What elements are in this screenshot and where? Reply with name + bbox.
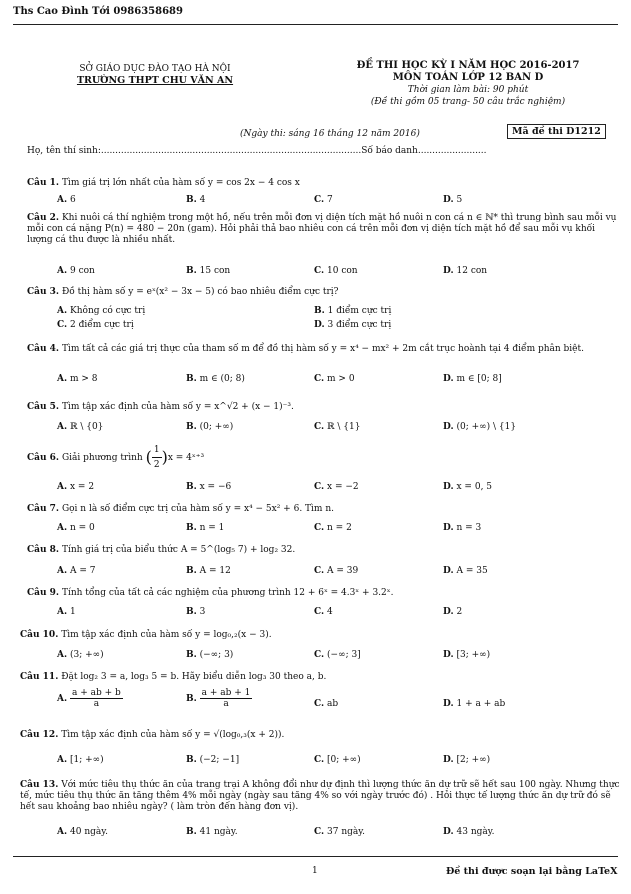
question-text: Tìm tất cả các giá trị thực của tham số m để đồ thị hàm số y = x⁴ − mx² + 2m cắt trục hoành tại 4 điểm phân biệt. bbox=[61, 344, 584, 354]
question-label: Câu 8. bbox=[27, 545, 60, 555]
option-a: A. ℝ \ {0} bbox=[57, 422, 104, 432]
option-a: A. A = 7 bbox=[57, 566, 96, 576]
question-9 bbox=[27, 588, 620, 599]
option-c: C. (−∞; 3] bbox=[314, 650, 361, 660]
footer-note: Đề thi được soạn lại bằng LaTeX bbox=[446, 866, 618, 877]
option-c: C. 4 bbox=[314, 607, 333, 617]
question-text: Tìm tập xác định của hàm số y = x^√2 + (x − 1)⁻³. bbox=[61, 402, 294, 412]
question-3 bbox=[27, 287, 620, 298]
option-d: D. 3 điểm cực trị bbox=[314, 320, 392, 330]
option-b: B. (−∞; 3) bbox=[186, 650, 234, 660]
option-d: D. 5 bbox=[443, 195, 463, 205]
question-6: Câu 6. Giải phương trình ( $\frac{1}{2}$ )x = 4ˣ⁺³ bbox=[27, 445, 205, 470]
fraction: $\frac{1}{2}$ bbox=[153, 445, 160, 470]
exam-pages-info: (Đề thi gồm 05 trang- 50 câu trắc nghiệm) bbox=[370, 97, 566, 107]
option-a: A. n = 0 bbox=[57, 523, 95, 533]
option-b: B. 41 ngày. bbox=[186, 827, 238, 837]
question-label: Câu 6. bbox=[27, 453, 60, 463]
question-2 bbox=[27, 213, 620, 246]
option-b: B. 15 con bbox=[186, 266, 231, 276]
exam-duration: Thời gian làm bài: 90 phút bbox=[407, 85, 529, 95]
question-11 bbox=[20, 672, 613, 683]
question-4 bbox=[27, 344, 620, 355]
option-b: B. m ∈ (0; 8) bbox=[186, 374, 245, 384]
question-text: Giải phương trình bbox=[61, 453, 143, 463]
option-a: A. (3; +∞) bbox=[57, 650, 104, 660]
question-text: Khi nuôi cá thí nghiệm trong một hồ, nếu trên mỗi đơn vị diện tích mặt hồ nuôi n con cá n ∈ ℕ* thì trung bình sau mỗi vụ mỗi con cá nặng P(n) = 480 − 20n (gam). Hỏi phải thả bao nhiêu con cá trên mỗi đơn vị diện tích mặt hồ để sau mỗi vụ khối lượng cá thu được là nhiều nhất. bbox=[27, 213, 617, 245]
top-divider bbox=[13, 24, 618, 25]
question-10 bbox=[20, 630, 613, 641]
option-c: C. 10 con bbox=[314, 266, 358, 276]
page-number: 1 bbox=[312, 866, 318, 876]
option-c: C. [0; +∞) bbox=[314, 755, 361, 765]
option-d: D. [3; +∞) bbox=[443, 650, 491, 660]
question-text: Tìm giá trị lớn nhất của hàm số y = cos 2x − 4 cos x bbox=[61, 178, 300, 188]
option-a: A. $\frac{a + ab + b}{a}$ bbox=[57, 688, 121, 709]
bottom-divider bbox=[13, 856, 618, 857]
exam-subject: MÔN TOÁN LỚP 12 BAN D bbox=[392, 72, 544, 83]
fraction: $\frac{a + ab + b}{a}$ bbox=[72, 688, 121, 709]
option-b: B. 3 bbox=[186, 607, 206, 617]
option-a: A. 6 bbox=[57, 195, 76, 205]
test-date: (Ngày thi: sáng 16 tháng 12 năm 2016) bbox=[240, 129, 420, 139]
option-d: D. A = 35 bbox=[443, 566, 488, 576]
option-b: B. (0; +∞) bbox=[186, 422, 234, 432]
question-7 bbox=[27, 504, 620, 515]
question-8 bbox=[27, 545, 620, 556]
option-d: D. 43 ngày. bbox=[443, 827, 495, 837]
exam-title: ĐỀ THI HỌC KỲ I NĂM HỌC 2016-2017 bbox=[356, 60, 580, 71]
option-a: A. [1; +∞) bbox=[57, 755, 104, 765]
option-d: D. m ∈ [0; 8] bbox=[443, 374, 502, 384]
option-d: D. [2; +∞) bbox=[443, 755, 491, 765]
option-a: A. Không có cực trị bbox=[57, 306, 146, 316]
question-label: Câu 1. bbox=[27, 178, 60, 188]
question-text: Đặt log₂ 3 = a, log₃ 5 = b. Hãy biểu diễn log₃ 30 theo a, b. bbox=[61, 672, 327, 682]
option-c: C. A = 39 bbox=[314, 566, 359, 576]
option-b: B. (−2; −1] bbox=[186, 755, 240, 765]
option-c: C. n = 2 bbox=[314, 523, 352, 533]
question-text: Tìm tập xác định của hàm số y = √(log₀,₃(x + 2)). bbox=[61, 730, 285, 740]
question-13 bbox=[20, 780, 620, 813]
question-text: Tính tổng của tất cả các nghiệm của phương trình 12 + 6ˣ = 4.3ˣ + 3.2ˣ. bbox=[61, 588, 394, 598]
option-d: D. 2 bbox=[443, 607, 463, 617]
question-label: Câu 5. bbox=[27, 402, 60, 412]
question-text: Gọi n là số điểm cực trị của hàm số y = x⁴ − 5x² + 6. Tìm n. bbox=[61, 504, 334, 514]
question-label: Câu 11. bbox=[20, 672, 59, 682]
option-d: D. 1 + a + ab bbox=[443, 699, 506, 709]
question-text: Với mức tiêu thụ thức ăn của trang trại A không đổi như dự định thì lượng thức ăn dự trữ sẽ hết sau 100 ngày. Nhưng thực tế, mức tiêu thụ thức ăn tăng thêm 4% mỗi ngày (ngày sau tăng 4% so với ngày trước đó) . Hỏi thực tế lượng thức ăn dự trữ đó sẽ hết sau khoảng bao nhiêu ngày? ( làm tròn đến hàng đơn vị). bbox=[20, 780, 620, 812]
school-name: TRƯỜNG THPT CHU VĂN AN bbox=[76, 75, 234, 86]
question-label: Câu 2. bbox=[27, 213, 60, 223]
option-b: B. 1 điểm cực trị bbox=[314, 306, 392, 316]
option-d: D. n = 3 bbox=[443, 523, 482, 533]
question-label: Câu 3. bbox=[27, 287, 60, 297]
option-c: C. 7 bbox=[314, 195, 333, 205]
option-b: B. $\frac{a + ab + 1}{a}$ bbox=[186, 688, 251, 709]
option-b: B. A = 12 bbox=[186, 566, 231, 576]
option-c: C. 2 điểm cực trị bbox=[57, 320, 134, 330]
question-label: Câu 12. bbox=[20, 730, 59, 740]
question-1 bbox=[27, 178, 620, 189]
question-5 bbox=[27, 402, 620, 413]
option-c: C. m > 0 bbox=[314, 374, 355, 384]
option-b: B. 4 bbox=[186, 195, 206, 205]
option-a: A. 9 con bbox=[57, 266, 95, 276]
option-c: C. ab bbox=[314, 699, 339, 709]
option-c: C. x = −2 bbox=[314, 482, 359, 492]
option-d: D. x = 0, 5 bbox=[443, 482, 493, 492]
option-a: A. x = 2 bbox=[57, 482, 95, 492]
option-a: A. 1 bbox=[57, 607, 76, 617]
question-text: Tính giá trị của biểu thức A = 5^(log₅ 7) + log₂ 32. bbox=[61, 545, 296, 555]
question-text-post: x = 4ˣ⁺³ bbox=[167, 453, 205, 463]
exam-code-box: Mã đề thi D1212 bbox=[507, 124, 606, 139]
department: SỞ GIÁO DỤC ĐÀO TẠO HÀ NỘI bbox=[79, 64, 231, 74]
question-label: Câu 4. bbox=[27, 344, 60, 354]
question-label: Câu 9. bbox=[27, 588, 60, 598]
question-12 bbox=[20, 730, 613, 741]
question-label: Câu 10. bbox=[20, 630, 59, 640]
option-a: A. 40 ngày. bbox=[57, 827, 108, 837]
author-header: Ths Cao Đình Tới 0986358689 bbox=[13, 6, 183, 17]
question-text: Đồ thị hàm số y = eˣ(x² − 3x − 5) có bao nhiêu điểm cực trị? bbox=[61, 287, 339, 297]
option-c: C. ℝ \ {1} bbox=[314, 422, 361, 432]
option-a: A. m > 8 bbox=[57, 374, 98, 384]
option-d: D. (0; +∞) \ {1} bbox=[443, 422, 517, 432]
question-text: Tìm tập xác định của hàm số y = log₀,₂(x − 3). bbox=[61, 630, 272, 640]
question-label: Câu 7. bbox=[27, 504, 60, 514]
candidate-name-field: Họ, tên thí sinh:...........................................................................................Số báo danh........................ bbox=[27, 146, 487, 156]
option-b: B. n = 1 bbox=[186, 523, 225, 533]
fraction: $\frac{a + ab + 1}{a}$ bbox=[201, 688, 251, 709]
option-c: C. 37 ngày. bbox=[314, 827, 366, 837]
option-b: B. x = −6 bbox=[186, 482, 232, 492]
question-label: Câu 13. bbox=[20, 780, 59, 790]
option-d: D. 12 con bbox=[443, 266, 488, 276]
